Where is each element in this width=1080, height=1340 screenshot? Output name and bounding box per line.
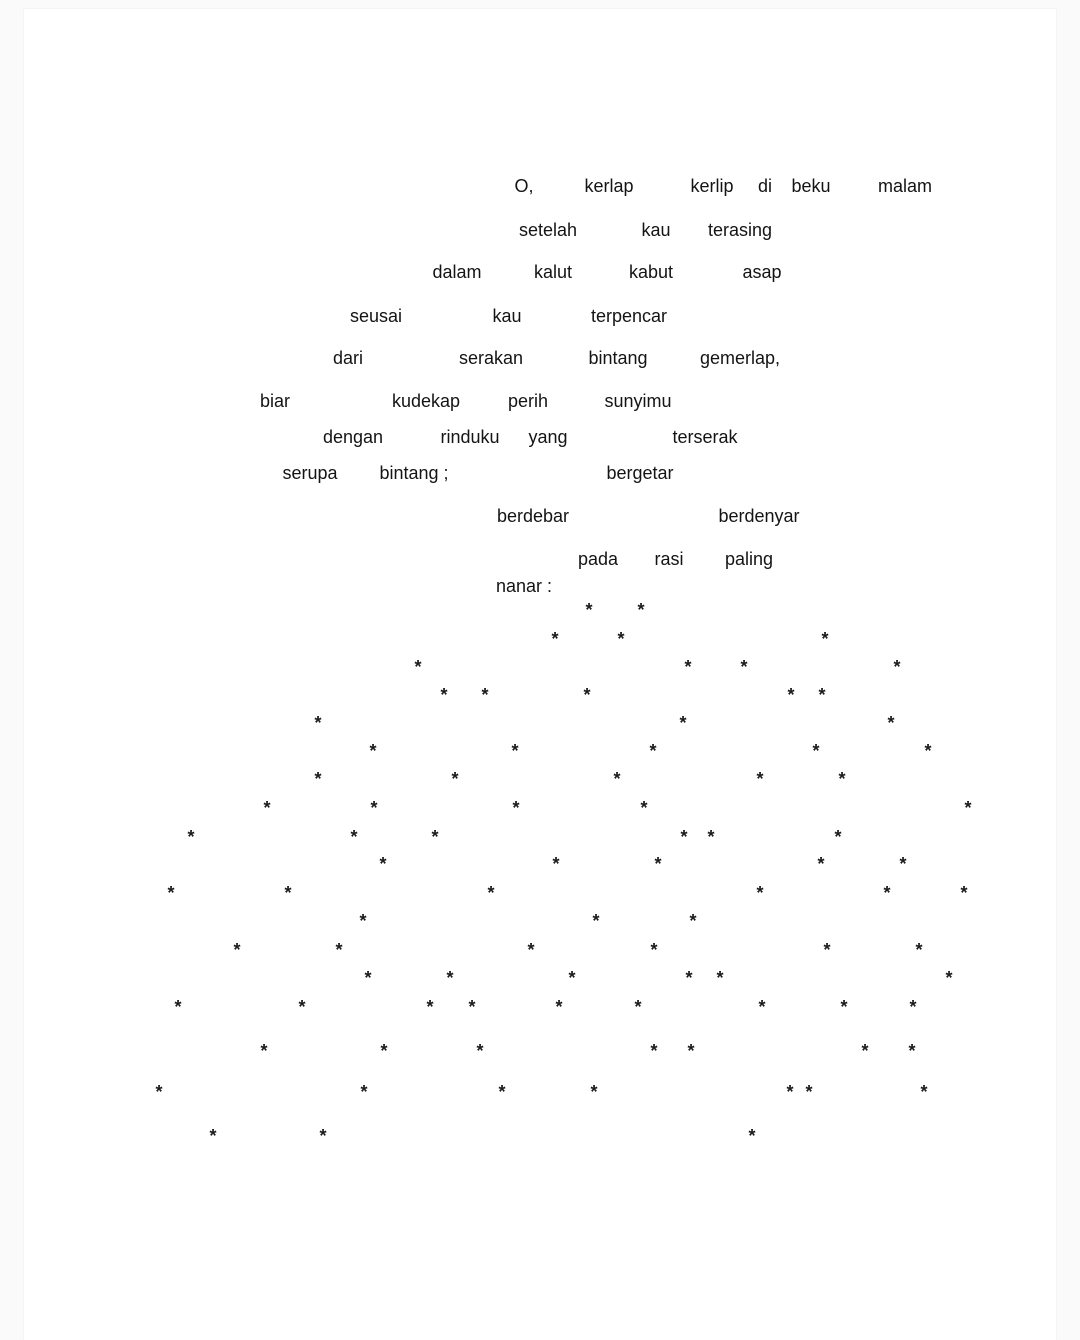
star-glyph: * [335,940,343,960]
star-glyph: * [687,1041,695,1061]
star-glyph: * [263,798,271,818]
poem-word: setelah [518,220,578,240]
star-glyph: * [817,854,825,874]
star-glyph: * [487,883,495,903]
poem-word: paling [724,549,774,569]
star-glyph: * [883,883,891,903]
star-glyph: * [650,940,658,960]
poem-word: sunyimu [604,391,672,411]
poem-word: di [757,176,773,196]
star-glyph: * [552,854,560,874]
star-glyph: * [748,1126,756,1146]
star-glyph: * [679,713,687,733]
star-glyph: * [840,997,848,1017]
star-glyph: * [451,769,459,789]
poem-word: serakan [458,348,524,368]
star-glyph: * [155,1082,163,1102]
star-glyph: * [555,997,563,1017]
poem-word: bergetar [606,463,674,483]
poem-word: serupa [282,463,338,483]
poem-word: perih [507,391,549,411]
star-glyph: * [909,997,917,1017]
star-glyph: * [920,1082,928,1102]
star-glyph: * [360,1082,368,1102]
star-glyph: * [380,1041,388,1061]
star-glyph: * [805,1082,813,1102]
star-glyph: * [370,798,378,818]
poem-word: gemerlap, [699,348,781,368]
star-glyph: * [740,657,748,677]
star-glyph: * [174,997,182,1017]
star-glyph: * [617,629,625,649]
poem-word: rinduku [440,427,500,447]
poem-word: dengan [322,427,384,447]
star-glyph: * [908,1041,916,1061]
star-glyph: * [893,657,901,677]
star-glyph: * [476,1041,484,1061]
star-glyph: * [551,629,559,649]
star-glyph: * [812,741,820,761]
poem-word: rasi [654,549,684,569]
star-glyph: * [233,940,241,960]
star-glyph: * [314,769,322,789]
star-glyph: * [590,1082,598,1102]
poem-word: kerlap [584,176,634,196]
poem-word: pada [577,549,619,569]
poem-word: O, [514,176,534,196]
star-glyph: * [680,827,688,847]
star-glyph: * [350,827,358,847]
star-glyph: * [786,1082,794,1102]
poem-word: bintang [588,348,648,368]
star-glyph: * [640,798,648,818]
star-glyph: * [511,741,519,761]
poem-word: terserak [672,427,738,447]
star-glyph: * [298,997,306,1017]
star-glyph: * [209,1126,217,1146]
star-glyph: * [637,600,645,620]
star-glyph: * [167,883,175,903]
star-glyph: * [823,940,831,960]
star-glyph: * [924,741,932,761]
star-glyph: * [861,1041,869,1061]
poem-word: bintang ; [379,463,449,483]
star-glyph: * [756,883,764,903]
star-glyph: * [446,968,454,988]
star-glyph: * [468,997,476,1017]
poem-word: kau [641,220,671,240]
poem-word: kau [492,306,522,326]
star-glyph: * [758,997,766,1017]
star-glyph: * [707,827,715,847]
star-glyph: * [583,685,591,705]
poem-word: kabut [628,262,674,282]
star-glyph: * [689,911,697,931]
poem-word: seusai [349,306,403,326]
star-glyph: * [650,1041,658,1061]
star-glyph: * [964,798,972,818]
star-glyph: * [369,741,377,761]
star-glyph: * [440,685,448,705]
star-glyph: * [568,968,576,988]
star-glyph: * [359,911,367,931]
star-glyph: * [960,883,968,903]
poem-word: kalut [533,262,573,282]
star-glyph: * [716,968,724,988]
poem-word: malam [877,176,933,196]
poem-word: terpencar [590,306,668,326]
star-glyph: * [414,657,422,677]
poem-word: nanar : [495,576,553,596]
star-glyph: * [899,854,907,874]
star-glyph: * [187,827,195,847]
star-glyph: * [787,685,795,705]
star-glyph: * [426,997,434,1017]
star-glyph: * [838,769,846,789]
poem-word: dari [332,348,364,368]
star-glyph: * [818,685,826,705]
star-glyph: * [512,798,520,818]
poem-word: kudekap [391,391,461,411]
star-glyph: * [284,883,292,903]
poem-word: kerlip [690,176,734,196]
star-glyph: * [592,911,600,931]
star-glyph: * [915,940,923,960]
star-glyph: * [260,1041,268,1061]
star-glyph: * [649,741,657,761]
star-glyph: * [634,997,642,1017]
poem-word: berdebar [496,506,570,526]
poem-word: beku [791,176,831,196]
star-glyph: * [685,968,693,988]
poem-word: asap [742,262,782,282]
star-glyph: * [527,940,535,960]
star-glyph: * [379,854,387,874]
poem-word: berdenyar [718,506,800,526]
star-glyph: * [684,657,692,677]
star-glyph: * [613,769,621,789]
star-glyph: * [314,713,322,733]
star-glyph: * [585,600,593,620]
star-glyph: * [834,827,842,847]
star-glyph: * [945,968,953,988]
star-glyph: * [654,854,662,874]
poem-word: biar [259,391,291,411]
poem-word: yang [528,427,568,447]
star-glyph: * [756,769,764,789]
star-glyph: * [481,685,489,705]
star-glyph: * [821,629,829,649]
poem-word: dalam [432,262,482,282]
star-glyph: * [431,827,439,847]
star-glyph: * [887,713,895,733]
star-glyph: * [498,1082,506,1102]
poem-word: terasing [707,220,773,240]
star-glyph: * [319,1126,327,1146]
document-page [24,9,1056,1340]
star-glyph: * [364,968,372,988]
